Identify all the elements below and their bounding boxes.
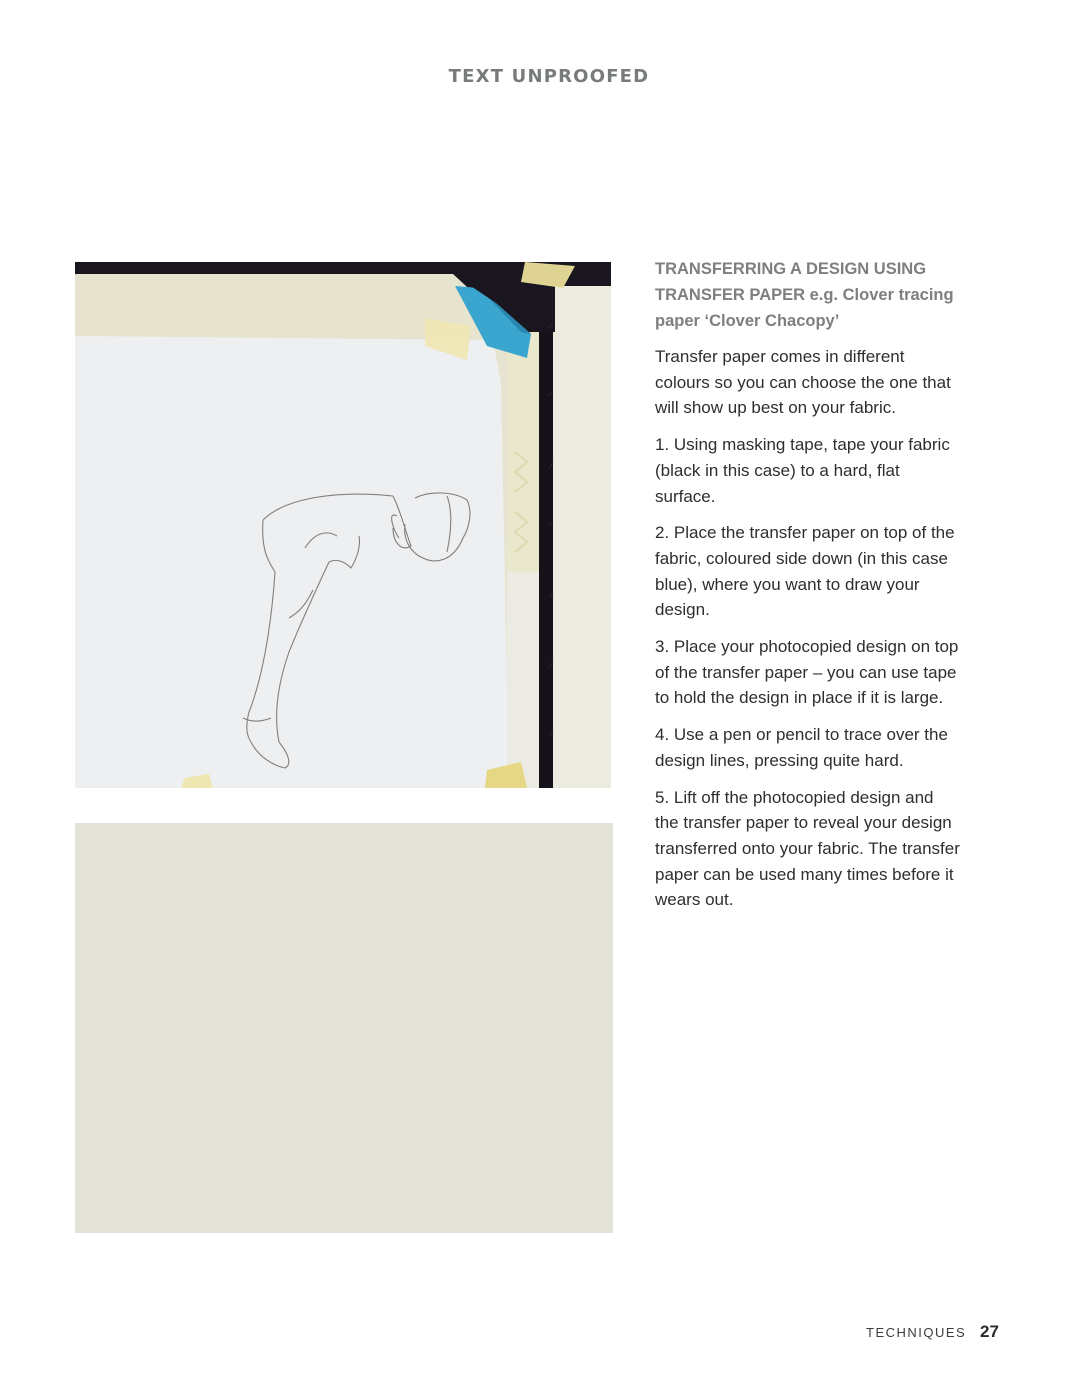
paragraph-intro: Transfer paper comes in different colours so you can choose the one that will show up best on your fabric. <box>655 347 951 418</box>
paragraph-step-1: 1. Using masking tape, tape your fabric (black in this case) to a hard, flat surface. <box>655 435 950 506</box>
article-heading: TRANSFERRING A DESIGN USING TRANSFER PAPER e.g. Clover tracing paper ‘Clover Chacopy’ <box>655 260 954 330</box>
paragraph-step-5: 5. Lift off the photocopied design and the transfer paper to reveal your design transferred onto your fabric. The transfer paper can be used many times before it wears out. <box>655 787 960 910</box>
paragraph-step-3: 3. Place your photocopied design on top of the transfer paper – you can use tape to hold the design in place if it is large. <box>655 637 959 708</box>
paragraph-step-2: 2. Place the transfer paper on top of the fabric, coloured side down (in this case blue), where you want to draw your design. <box>655 523 955 620</box>
image-placeholder <box>75 823 613 1233</box>
paragraph-step-4: 4. Use a pen or pencil to trace over the design lines, pressing quite hard. <box>655 725 948 770</box>
transfer-paper-photo <box>75 262 611 788</box>
page-header: TEXT UNPROOFED <box>448 66 650 87</box>
article-column <box>655 256 960 924</box>
footer-section-label: TECHNIQUES <box>866 1325 967 1340</box>
page-number: 27 <box>980 1322 999 1341</box>
